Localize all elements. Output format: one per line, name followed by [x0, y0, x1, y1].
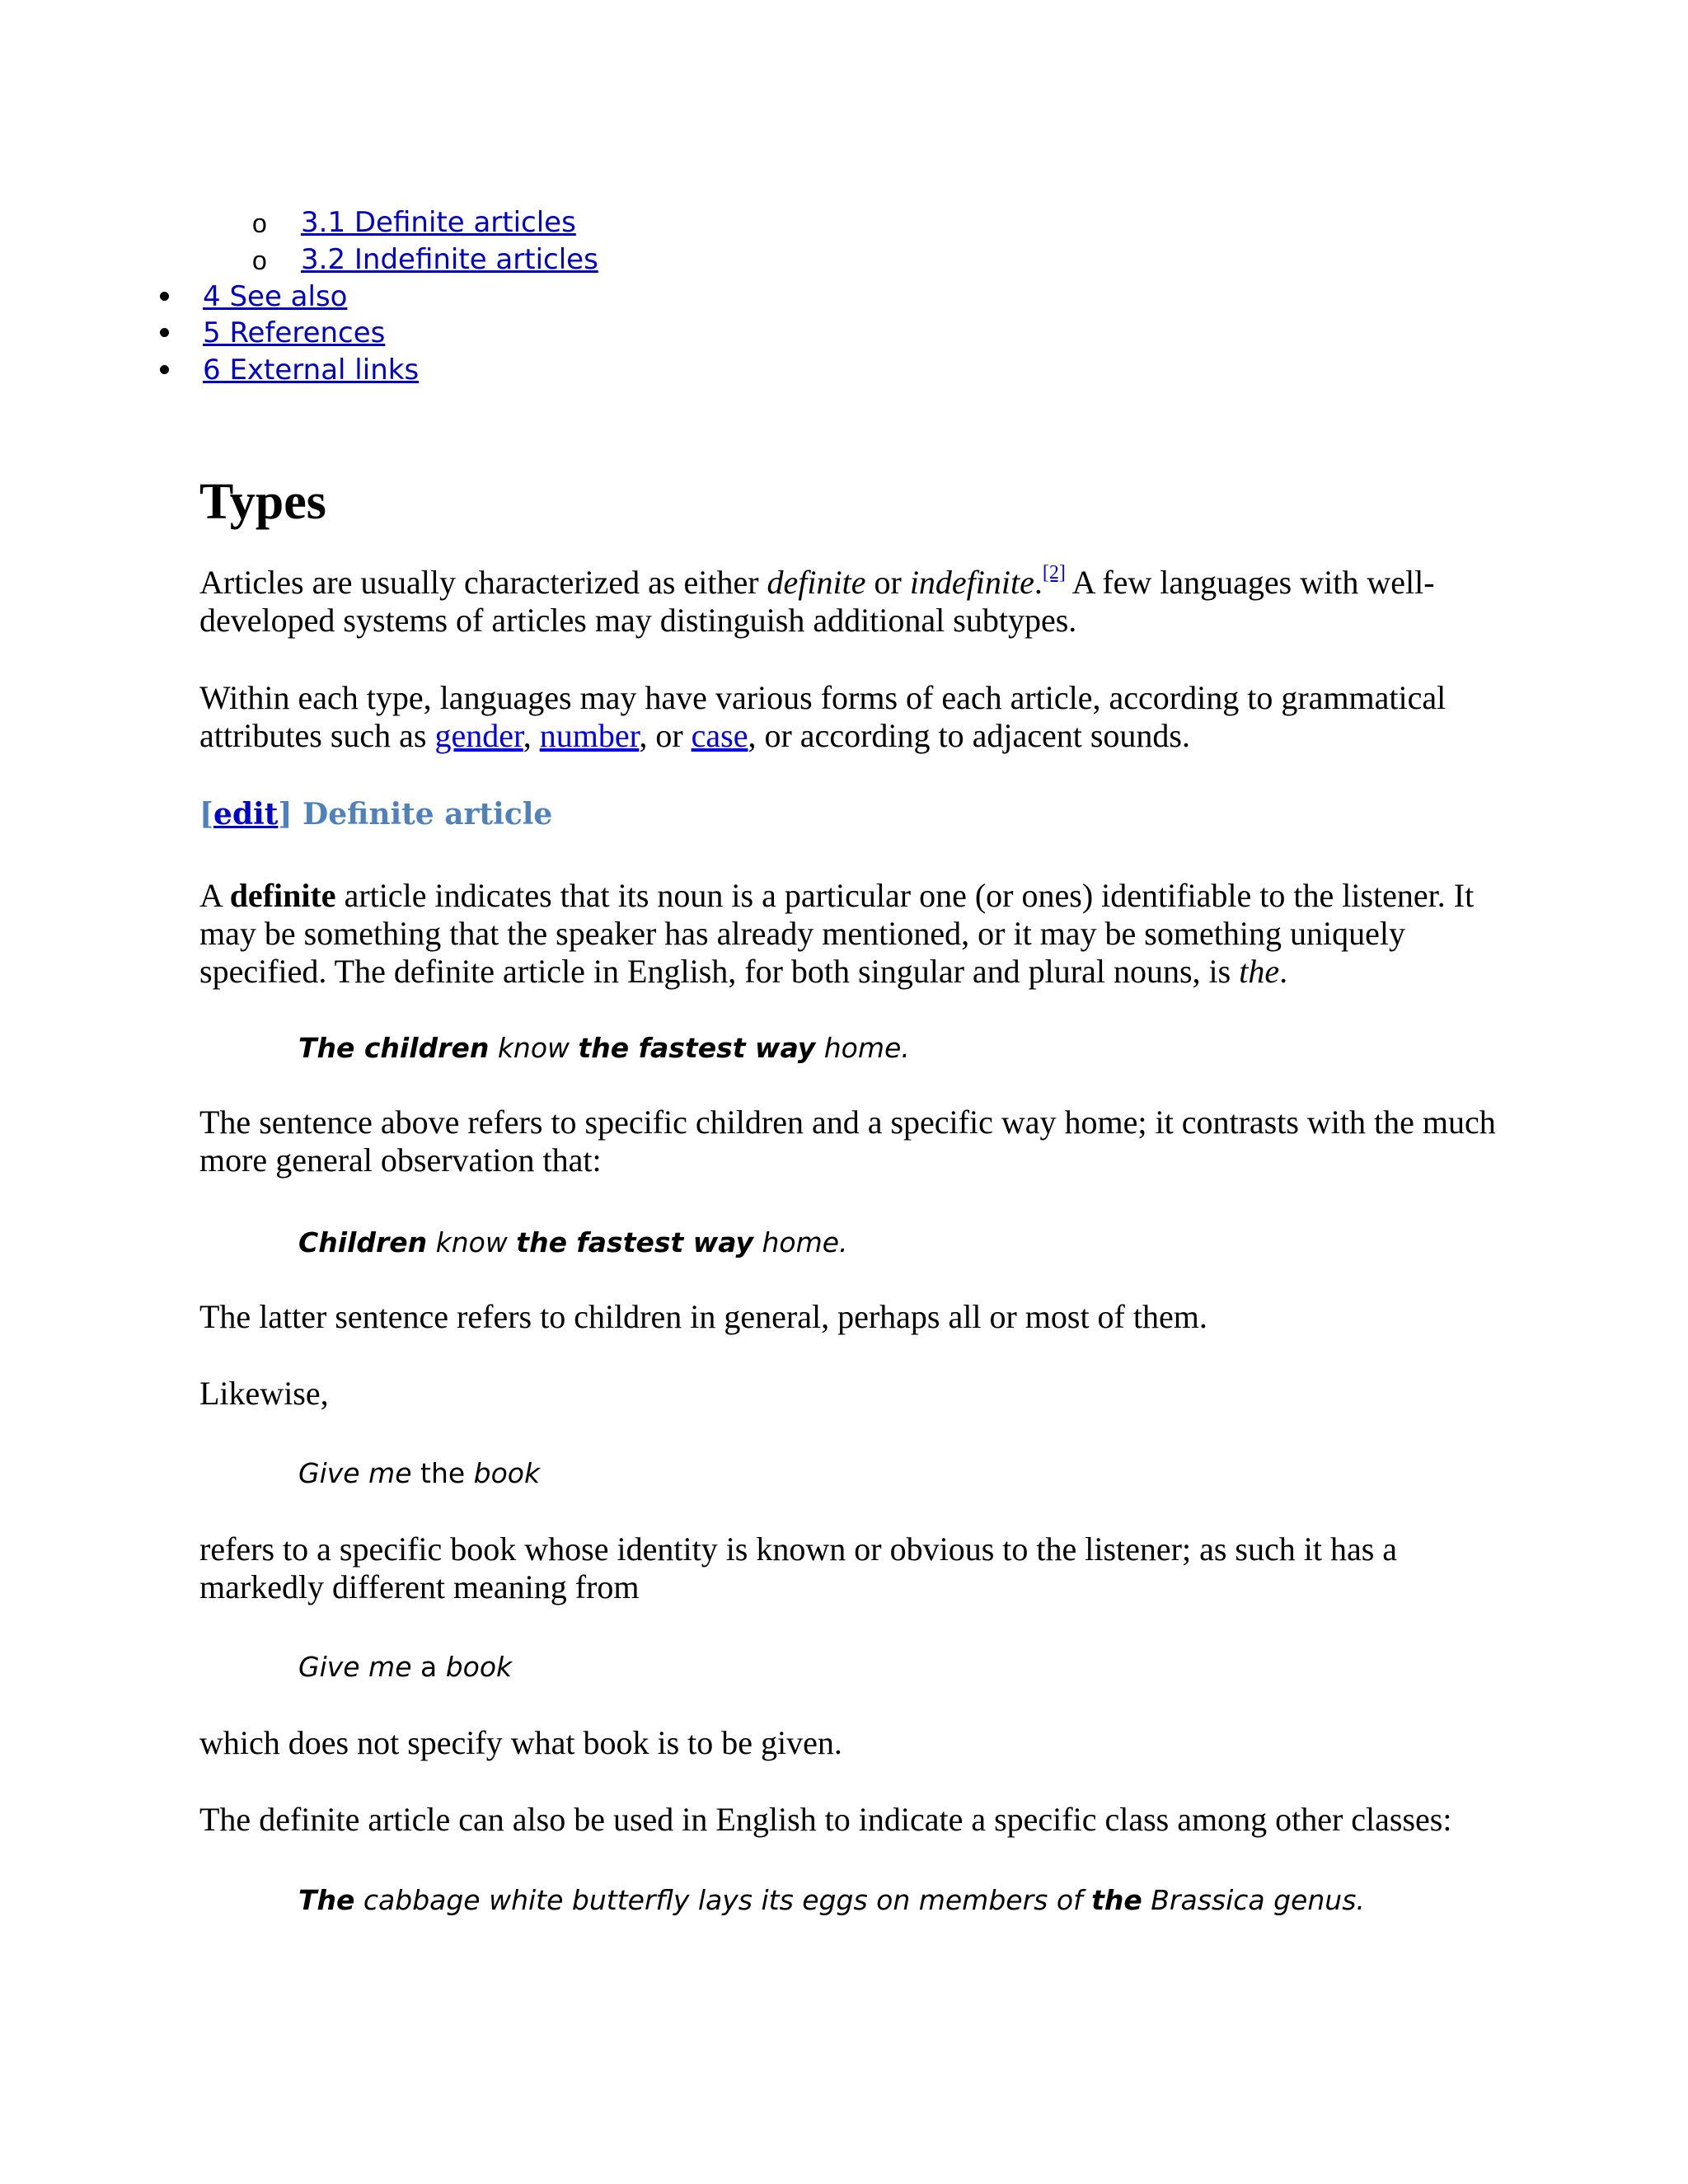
text: . — [1034, 564, 1043, 601]
paragraph-not-specify: which does not specify what book is to be given. — [199, 1724, 842, 1761]
link-case[interactable]: case — [691, 717, 748, 754]
text: book — [473, 1457, 541, 1489]
toc-item-indefinite-articles[interactable] — [301, 243, 598, 276]
text: a — [411, 1651, 446, 1683]
text: Articles are usually characterized as either — [199, 564, 767, 601]
toc-bullet — [160, 365, 169, 374]
text: cabbage white butterfly lays its eggs on members of — [354, 1884, 1092, 1916]
example-sentence-2 — [298, 1226, 848, 1259]
text: book — [445, 1651, 513, 1683]
reference-link[interactable]: [2] — [1042, 562, 1066, 583]
paragraph-likewise: Likewise, — [199, 1375, 329, 1412]
paragraph-types-intro — [199, 564, 1502, 640]
example-sentence-5 — [298, 1884, 1365, 1917]
text: The children — [298, 1032, 490, 1064]
text: or — [865, 564, 910, 601]
paragraph-definite-article — [199, 877, 1502, 991]
subsection-heading — [199, 796, 552, 832]
section-title: Types — [199, 474, 326, 530]
paragraph-class: The definite article can also be used in English to indicate a specific class among other classes: — [199, 1801, 1452, 1838]
toc-link-definite-articles[interactable]: 3.1 Definite articles — [301, 206, 576, 239]
toc-link-see-also[interactable]: 4 See also — [203, 280, 348, 313]
term-the: the — [1239, 953, 1280, 990]
text: home. — [753, 1226, 848, 1258]
text: Give me — [298, 1457, 412, 1489]
text: . — [1279, 953, 1288, 990]
bracket: [ — [199, 797, 214, 832]
toc-link-indefinite-articles[interactable]: 3.2 Indefinite articles — [301, 243, 598, 276]
toc-bullet — [160, 328, 169, 337]
toc-link-references[interactable]: 5 References — [203, 316, 386, 349]
term-definite-bold: definite — [229, 877, 336, 914]
text: the — [1091, 1884, 1142, 1916]
toc-sub-bullet: o — [252, 209, 267, 238]
text: Children — [298, 1226, 428, 1258]
toc-item-see-also[interactable] — [203, 280, 347, 313]
toc-link-external-links[interactable]: 6 External links — [203, 354, 420, 387]
term-indefinite: indefinite — [909, 564, 1034, 601]
toc-item-references[interactable] — [203, 316, 385, 349]
toc-bullet — [160, 292, 169, 301]
text: , or according to adjacent sounds. — [748, 717, 1190, 754]
text: A few languages with well-developed systems of articles may distinguish additional subtypes. — [199, 564, 1435, 639]
text: , or — [639, 717, 692, 754]
bracket: ] — [278, 797, 293, 832]
text: know — [427, 1226, 517, 1258]
link-gender[interactable]: gender — [434, 717, 523, 754]
text: A — [199, 877, 230, 914]
term-definite: definite — [767, 564, 866, 601]
text: Brassica genus. — [1142, 1884, 1365, 1916]
text: Give me — [298, 1651, 412, 1683]
text: home. — [815, 1032, 910, 1064]
text: know — [489, 1032, 579, 1064]
paragraph-contrast: The sentence above refers to specific children and a specific way home; it contrasts with the much more general observation that: — [199, 1104, 1496, 1179]
paragraph-specific-book: refers to a specific book whose identity is known or obvious to the listener; as such it has a markedly different meaning from — [199, 1530, 1398, 1605]
text: the fastest way — [516, 1226, 754, 1258]
toc-item-definite-articles[interactable] — [301, 206, 576, 239]
text: the fastest way — [578, 1032, 816, 1064]
toc-sub-bullet: o — [252, 246, 267, 275]
subsection-title: Definite article — [292, 797, 553, 832]
paragraph-types-forms — [199, 679, 1502, 755]
text: Within each type, languages may have various forms of each article, according to grammatical attributes such as — [199, 679, 1447, 754]
text: article indicates that its noun is a particular one (or ones) identifiable to the listener. It may be something that the speaker has already mentioned, or it may be something uniquely specified. The definite article in English, for both singular and plural nouns, is — [199, 877, 1475, 990]
edit-link[interactable]: edit — [213, 797, 279, 832]
text: , — [523, 717, 540, 754]
link-number[interactable]: number — [539, 717, 640, 754]
example-sentence-3 — [298, 1457, 540, 1490]
example-sentence-4 — [298, 1651, 512, 1684]
text: The — [298, 1884, 355, 1916]
text: the — [411, 1457, 474, 1489]
paragraph-latter-sentence: The latter sentence refers to children in general, perhaps all or most of them. — [199, 1298, 1207, 1335]
toc-item-external-links[interactable] — [203, 354, 419, 387]
example-sentence-1 — [298, 1032, 910, 1065]
